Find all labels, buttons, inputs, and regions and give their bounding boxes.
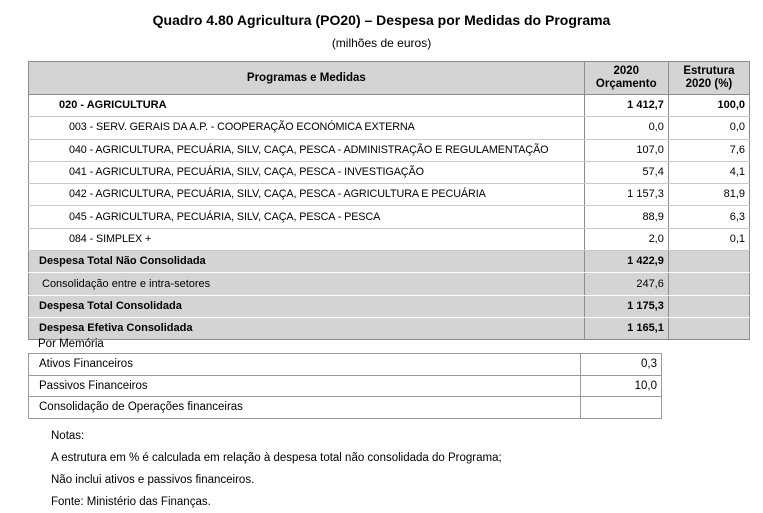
total-estrutura-empty xyxy=(668,317,749,339)
total-estrutura-empty xyxy=(668,295,749,317)
measure-estrutura: 4,1 xyxy=(668,161,749,183)
table-row xyxy=(29,139,750,161)
measure-label: 041 - AGRICULTURA, PECUÁRIA, SILV, CAÇA, PESCA - INVESTIGAÇÃO xyxy=(29,161,585,183)
total-label: Despesa Total Não Consolidada xyxy=(29,251,585,273)
program-orcamento: 1 412,7 xyxy=(584,95,668,117)
program-label: 020 - AGRICULTURA xyxy=(29,95,585,117)
memoria-table xyxy=(28,353,662,419)
header-orcamento-label: Orçamento xyxy=(595,78,657,90)
expenditure-table xyxy=(28,61,750,340)
measure-estrutura: 6,3 xyxy=(668,206,749,228)
measure-orcamento: 2,0 xyxy=(584,228,668,250)
memoria-label: Ativos Financeiros xyxy=(29,354,581,376)
note-line: Não inclui ativos e passivos financeiros. xyxy=(51,474,255,486)
measure-label: 003 - SERV. GERAIS DA A.P. - COOPERAÇÃO ECONÓMICA EXTERNA xyxy=(29,117,585,139)
total-orcamento: 247,6 xyxy=(584,273,668,295)
total-label: Despesa Total Consolidada xyxy=(29,295,585,317)
header-programas-medidas: Programas e Medidas xyxy=(29,62,585,95)
table-row xyxy=(29,161,750,183)
measure-orcamento: 0,0 xyxy=(584,117,668,139)
header-orcamento-year: 2020 xyxy=(613,65,640,77)
measure-orcamento: 107,0 xyxy=(584,139,668,161)
total-orcamento: 1 422,9 xyxy=(584,251,668,273)
header-estrutura-label: Estrutura xyxy=(683,65,735,77)
total-label: Consolidação entre e intra-setores xyxy=(29,273,585,295)
measure-orcamento: 57,4 xyxy=(584,161,668,183)
table-subtitle: (milhões de euros) xyxy=(331,36,432,50)
total-estrutura-empty xyxy=(668,273,749,295)
total-row-nao-consolidada xyxy=(29,251,750,273)
memoria-label: Consolidação de Operações financeiras xyxy=(29,397,581,419)
header-estrutura xyxy=(668,62,749,95)
measure-estrutura: 0,0 xyxy=(668,117,749,139)
table-header-row xyxy=(29,62,750,95)
note-line: A estrutura em % é calculada em relação à despesa total não consolidada do Programa; xyxy=(51,452,502,464)
total-orcamento: 1 165,1 xyxy=(584,317,668,339)
measure-orcamento: 88,9 xyxy=(584,206,668,228)
program-estrutura: 100,0 xyxy=(668,95,749,117)
total-row-consolidada xyxy=(29,295,750,317)
note-source: Fonte: Ministério das Finanças. xyxy=(51,496,211,508)
memoria-value xyxy=(581,397,662,419)
table-title: Quadro 4.80 Agricultura (PO20) – Despesa por Medidas do Programa xyxy=(152,12,611,28)
table-row xyxy=(29,397,662,419)
total-orcamento: 1 175,3 xyxy=(584,295,668,317)
memoria-value: 0,3 xyxy=(581,354,662,376)
memoria-label: Passivos Financeiros xyxy=(29,375,581,397)
measure-label: 084 - SIMPLEX + xyxy=(29,228,585,250)
header-estrutura-year: 2020 (%) xyxy=(685,78,733,90)
table-row xyxy=(29,206,750,228)
measure-label: 042 - AGRICULTURA, PECUÁRIA, SILV, CAÇA, PESCA - AGRICULTURA E PECUÁRIA xyxy=(29,184,585,206)
table-row xyxy=(29,184,750,206)
measure-orcamento: 1 157,3 xyxy=(584,184,668,206)
header-orcamento xyxy=(584,62,668,95)
total-label: Despesa Efetiva Consolidada xyxy=(29,317,585,339)
total-row-consolidacao xyxy=(29,273,750,295)
table-row xyxy=(29,375,662,397)
measure-estrutura: 7,6 xyxy=(668,139,749,161)
total-row-efetiva xyxy=(29,317,750,339)
measure-label: 045 - AGRICULTURA, PECUÁRIA, SILV, CAÇA, PESCA - PESCA xyxy=(29,206,585,228)
table-row xyxy=(29,228,750,250)
memoria-title: Por Memória xyxy=(38,338,104,350)
total-estrutura-empty xyxy=(668,251,749,273)
measure-estrutura: 81,9 xyxy=(668,184,749,206)
measure-estrutura: 0,1 xyxy=(668,228,749,250)
table-row xyxy=(29,354,662,376)
table-row xyxy=(29,117,750,139)
memoria-value: 10,0 xyxy=(581,375,662,397)
notes-block xyxy=(51,425,502,513)
program-row xyxy=(29,95,750,117)
measure-label: 040 - AGRICULTURA, PECUÁRIA, SILV, CAÇA, PESCA - ADMINISTRAÇÃO E REGULAMENTAÇÃO xyxy=(29,139,585,161)
notes-heading: Notas: xyxy=(51,430,85,442)
